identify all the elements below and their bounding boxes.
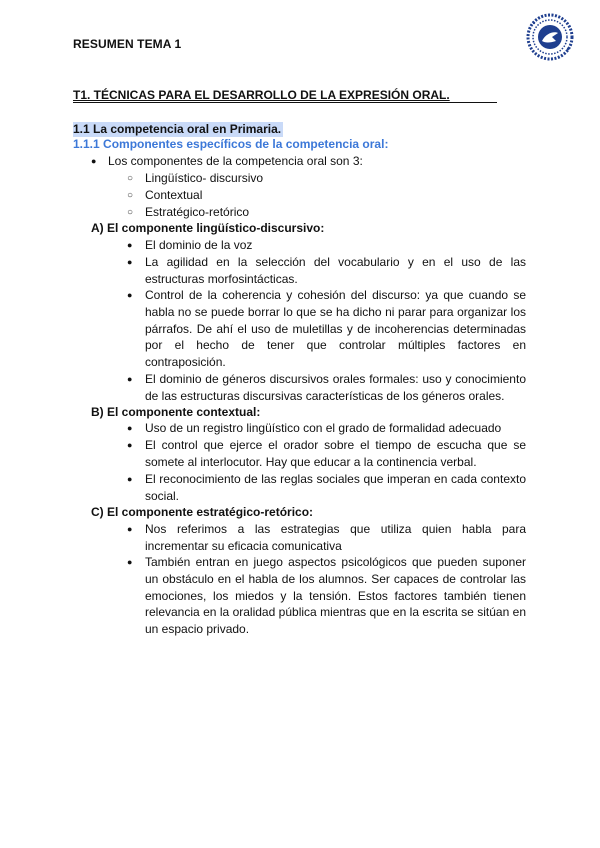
list-item: El dominio de la voz: [145, 238, 253, 252]
component-item: Lingüístico- discursivo: [145, 171, 264, 185]
bullet-icon: ●: [127, 557, 133, 567]
list-item: La agilidad en la selección del vocabulario y en el uso de las estructuras morfosintácticas.: [145, 255, 526, 286]
bullet-icon: ●: [127, 524, 133, 534]
bullet-icon: ●: [127, 257, 133, 267]
subsection-heading: 1.1.1 Componentes específicos de la competencia oral:: [73, 137, 389, 151]
list-item: El dominio de géneros discursivos orales formales: uso y conocimiento de las estructuras discursivas características de los géneros orales.: [145, 372, 526, 403]
section-heading: 1.1 La competencia oral en Primaria.: [73, 122, 282, 136]
bullet-icon: ●: [127, 240, 133, 250]
intro-bullet: Los componentes de la competencia oral son 3:: [108, 154, 363, 168]
list-item: Control de la coherencia y cohesión del discurso: ya que cuando se habla no se puede borrar lo que se ha dicho ni parar para organizar los párrafos. De ahí el uso de muletillas y de incoherencias determinadas por el hecho de tener que controlar múltiples factores en contraposición.: [145, 288, 526, 370]
bullet-icon: ●: [127, 290, 133, 300]
component-item: Estratégico-retórico: [145, 205, 250, 219]
circle-bullet-icon: ○: [127, 190, 134, 201]
bullet-icon: ●: [127, 474, 133, 484]
list-item: También entran en juego aspectos psicológicos que pueden suponer un obstáculo en el habla de los alumnos. Ser capaces de controlar las emociones, los miedos y la tensión. Estos factores también tienen relevancia en la oralidad pública mientras que en la escrita se sitúan en un espacio privado.: [145, 555, 526, 637]
bullet-icon: ●: [127, 374, 133, 384]
bullet-icon: ●: [127, 423, 133, 433]
document-title: T1. TÉCNICAS PARA EL DESARROLLO DE LA EXPRESIÓN ORAL.: [73, 88, 497, 103]
bullet-icon: ●: [127, 440, 133, 450]
circle-bullet-icon: ○: [127, 207, 134, 218]
list-item: Nos referimos a las estrategias que utiliza quien habla para incrementar su eficacia comunicativa: [145, 522, 526, 553]
university-seal-icon: [526, 13, 574, 61]
header-title: RESUMEN TEMA 1: [73, 37, 182, 51]
list-item: Uso de un registro lingüístico con el grado de formalidad adecuado: [145, 421, 502, 435]
component-item: Contextual: [145, 188, 203, 202]
bullet-icon: ●: [91, 156, 97, 166]
list-item: El control que ejerce el orador sobre el tiempo de escucha que se somete al interlocutor. Hay que educar a la continencia verbal.: [145, 438, 526, 469]
circle-bullet-icon: ○: [127, 173, 134, 184]
part-b-heading: B) El componente contextual:: [91, 405, 261, 419]
part-c-heading: C) El componente estratégico-retórico:: [91, 505, 314, 519]
part-a-heading: A) El componente lingüístico-discursivo:: [91, 221, 325, 235]
list-item: El reconocimiento de las reglas sociales que imperan en cada contexto social.: [145, 472, 526, 503]
